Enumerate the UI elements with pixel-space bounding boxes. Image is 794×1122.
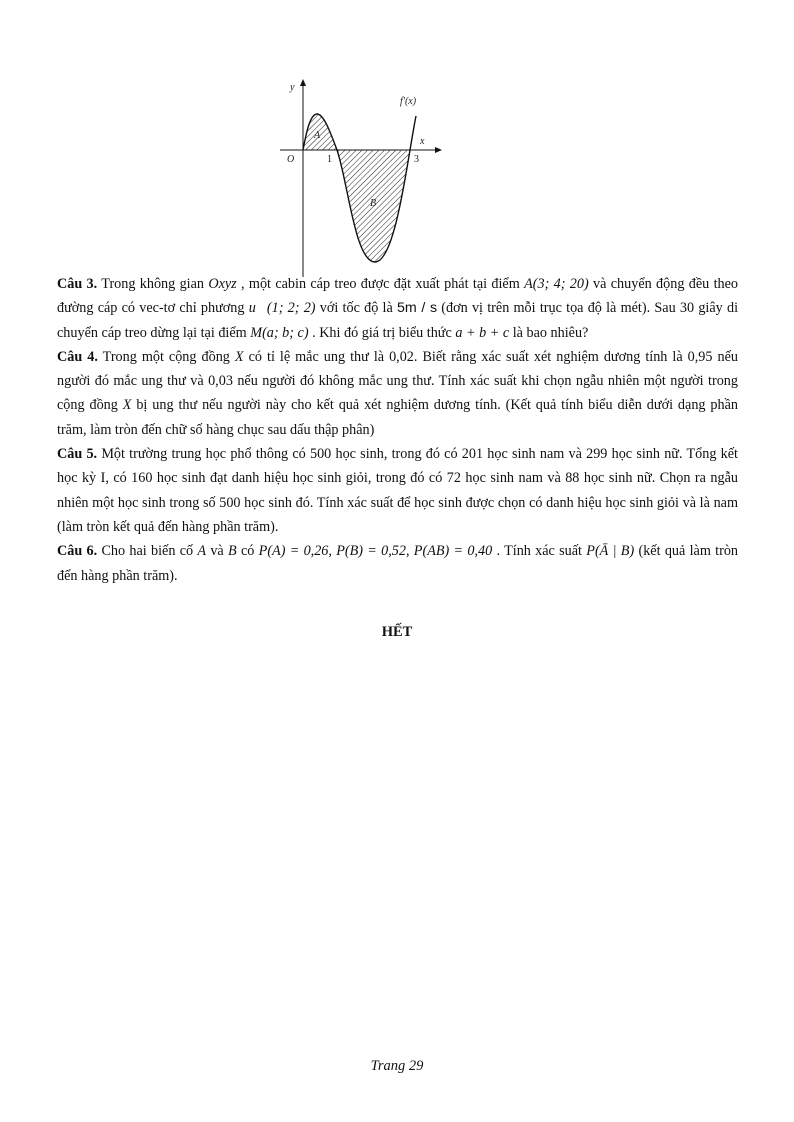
questions-body: [57, 272, 738, 588]
q6-math-2: B: [228, 543, 237, 560]
question-3-label: Câu 3.: [57, 276, 98, 292]
q3-math-4: 5m / s: [397, 300, 438, 317]
q6-math-3: P(A) = 0,26, P(B) = 0,52, P(AB) = 0,40: [258, 543, 493, 560]
q3-text-3: và chuyển động đều theo đường cáp có vec-tơ chỉ phương: [57, 276, 738, 317]
q4-text-3: bị ung thư nếu người này cho kết quả xét nghiệm dương tính. (Kết quả tính biểu diễn dưới dạng phần trăm, làm tròn đến chữ số hàng chục sau dấu thập phân): [57, 397, 738, 438]
question-6: [57, 539, 738, 588]
x-axis-label: x: [420, 136, 425, 147]
q3-text-2: , một cabin cáp treo được đặt xuất phát tại điểm: [236, 276, 525, 292]
q4-text-2: có tỉ lệ mắc ung thư là 0,02. Biết rằng xác suất xét nghiệm dương tính là 0,95 nếu người đó mắc ung thư và 0,03 nếu người đó không mắc ung thư. Tính xác suất khi chọn ngẫu nhiên một người trong cộng đồng: [57, 348, 738, 414]
question-4-label: Câu 4.: [57, 348, 98, 365]
q5-text: Một trường trung học phổ thông có 500 học sinh, trong đó có 201 học sinh nam và 299 học sinh nữ. Tổng kết học kỳ I, có 160 học sinh đạt danh hiệu học sinh giỏi, trong đó có 72 học sinh nam và 88 học sinh nữ. Chọn ra ngẫu nhiên một học sinh trong số 500 học sinh đó. Tính xác suất để học sinh được chọn có danh hiệu học sinh giỏi và là nam (làm tròn kết quả đến hàng phần trăm).: [57, 446, 738, 535]
q3-math-5: M(a; b; c): [250, 324, 309, 341]
q3-text-4: với tốc độ là: [315, 300, 398, 317]
y-axis-label: y: [290, 82, 295, 93]
region-a-label: A: [314, 130, 321, 141]
end-mark: HẾT: [381, 624, 413, 640]
q6-text-4: . Tính xác suất: [492, 543, 587, 560]
x-axis-arrow: [435, 147, 442, 153]
q6-text-3: có: [236, 543, 259, 560]
q3-text-1: Trong không gian: [97, 276, 209, 292]
derivative-graph-figure: [270, 72, 450, 282]
q6-text-1: Cho hai biến cố: [97, 543, 198, 560]
q3-text-6: . Khi đó giá trị biểu thức: [308, 324, 456, 341]
q3-text-7: là bao nhiêu?: [509, 324, 589, 341]
q3-math-1: Oxyz: [208, 276, 237, 292]
question-6-label: Câu 6.: [57, 543, 98, 560]
page-footer: Trang 29: [370, 1058, 424, 1074]
tick-label-1: 1: [327, 154, 332, 165]
q3-math-2: A(3; 4; 20): [524, 276, 589, 292]
question-3: [57, 272, 738, 345]
q6-text-5: (kết quả làm tròn đến hàng phần trăm).: [57, 543, 739, 584]
q6-math-1: A: [197, 543, 207, 560]
q6-math-4: P(Ā | B): [586, 543, 635, 560]
graph-svg: [270, 72, 450, 282]
q4-math-2: X: [122, 397, 132, 414]
question-4: [57, 345, 738, 442]
q3-math-6: a + b + c: [455, 324, 510, 341]
question-5: [57, 442, 738, 539]
origin-label: O: [287, 154, 295, 165]
y-axis-arrow: [300, 79, 306, 86]
q3-math-3: u⃗(1; 2; 2): [248, 300, 316, 317]
question-5-label: Câu 5.: [57, 446, 98, 463]
q3-text-5: (đơn vị trên mỗi trục tọa độ là mét). Sau 30 giây di chuyển cáp treo dừng lại tại điểm: [57, 300, 739, 341]
q4-math-1: X: [234, 348, 244, 365]
region-b-label: B: [370, 198, 377, 209]
curve-label: f′(x): [400, 96, 417, 107]
tick-label-3: 3: [414, 154, 419, 165]
q6-text-2: và: [206, 543, 229, 560]
q4-text-1: Trong một cộng đồng: [97, 348, 235, 365]
